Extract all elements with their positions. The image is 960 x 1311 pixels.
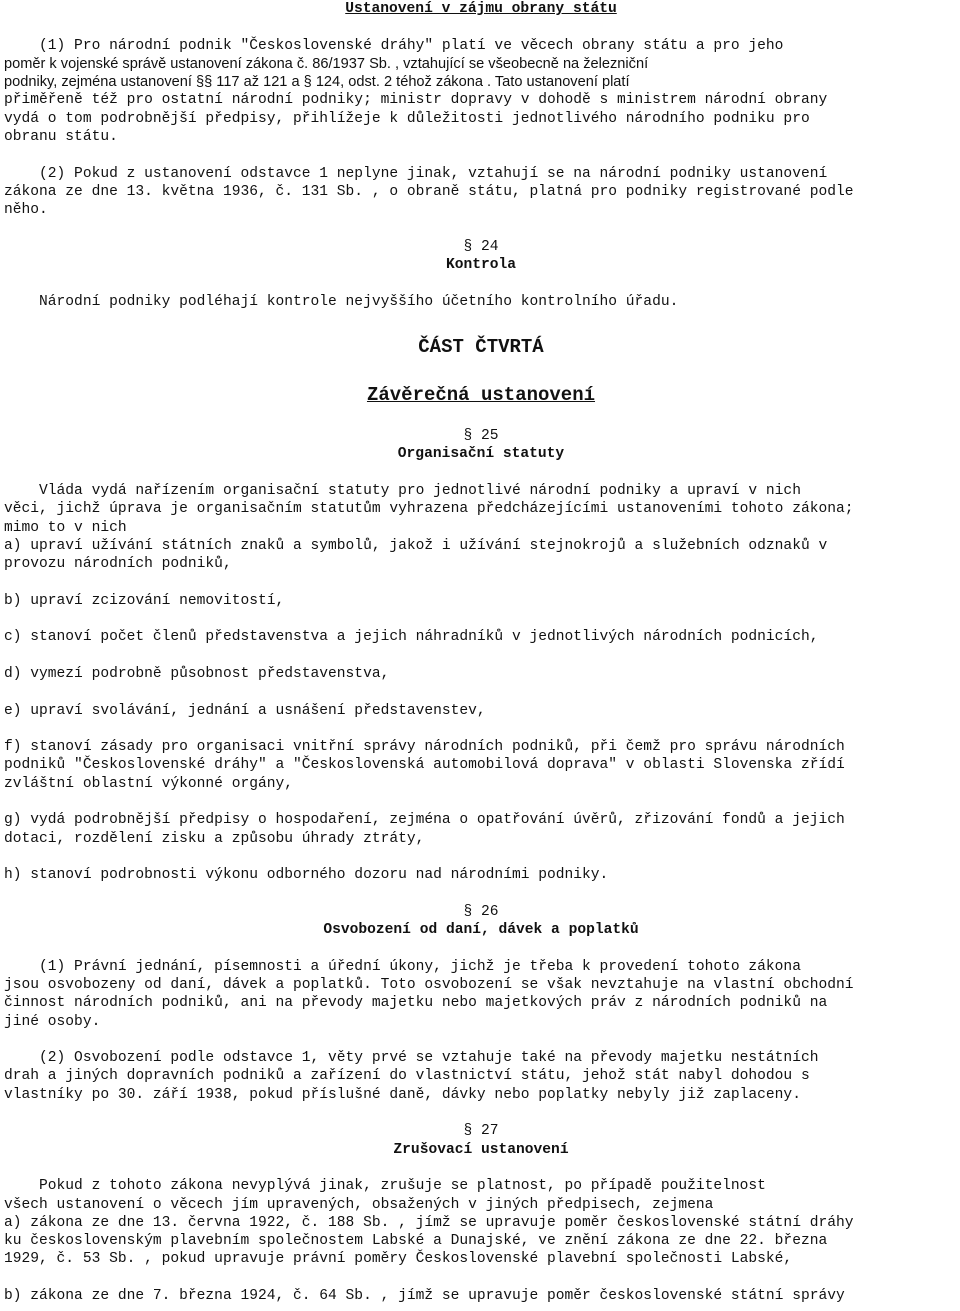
text-line: podniků "Československé dráhy" a "Československá automobilová doprava" v oblasti Slovenska zřídí (4, 757, 845, 774)
section-number: § 26 (463, 903, 499, 920)
text-line: všech ustanovení o věcech jím upravených, obsažených v jiných předpisech, zejmena (4, 1196, 714, 1213)
list-item-d: d) vymezí podrobně působnost představenstva, (4, 665, 390, 682)
list-item-f (4, 738, 958, 793)
list-item-a (4, 537, 958, 574)
text-line: 1929, č. 53 Sb. , pokud upravuje právní poměry Československé plavební společnosti Labské, (4, 1251, 793, 1268)
text-line: (1) Právní jednání, písemnosti a úřední úkony, jichž je třeba k provedení tohoto zákona (4, 958, 801, 975)
section-number: § 25 (463, 428, 499, 445)
part-title: ČÁST ČTVRTÁ (418, 336, 544, 359)
text-line: jiné osoby. (4, 1013, 101, 1030)
text-line: zákona ze dne 13. května 1936, č. 131 Sb. , o obraně státu, platná pro podniky registrované podle (4, 183, 854, 200)
paragraph-23-1 (4, 37, 958, 147)
section-number: § 27 (463, 1123, 499, 1140)
text-line: a) upraví užívání státních znaků a symbolů, jakož i užívání stejnokrojů a služebních odznaků v (4, 537, 828, 554)
text-line: (1) Pro národní podnik "Československé dráhy" platí ve věcech obrany státu a pro jeho (4, 37, 784, 54)
text-line: g) vydá podrobnější předpisy o hospodaření, zejména o opatřování úvěrů, zřizování fondů a jejich (4, 812, 845, 829)
text-line: ku československým plavebním společnostem Labské a Dunajské, ve znění zákona ze dne 22. března (4, 1233, 828, 1250)
paragraph-24: Národní podniky podléhají kontrole nejvyššího účetního kontrolního úřadu. (4, 293, 679, 310)
paragraph-23-2 (4, 165, 958, 220)
text-line: vlastníky po 30. září 1938, pokud příslušné daně, dávky nebo poplatky nebyly již zaplaceny. (4, 1086, 801, 1103)
text-line: podniky, zejména ustanovení §§ 117 až 121 a § 124, odst. 2 téhož zákona . Tato ustanovení platí (4, 74, 630, 91)
text-line: poměr k vojenské správě ustanovení zákona č. 86/1937 Sb. , vztahující se všeobecně na železniční (4, 55, 649, 72)
list-item-e: e) upraví svolávání, jednání a usnášení představenstev, (4, 702, 486, 719)
section-title: Organisační statuty (397, 446, 565, 463)
section-title: Osvobození od daní, dávek a poplatků (323, 922, 639, 939)
list-item-g (4, 811, 958, 848)
text-line: přiměřeně též pro ostatní národní podniky; ministr dopravy v dohodě s ministrem národní obrany (4, 92, 828, 109)
text-line: (2) Pokud z ustanovení odstavce 1 neplyne jinak, vztahují se na národní podniky ustanovení (4, 165, 828, 182)
text-line: drah a jiných dopravních podniků a zařízení do vlastnictví státu, jehož stát nabyl dohodou s (4, 1068, 810, 1085)
text-line: něho. (4, 202, 48, 219)
text-line: provozu národních podniků, (4, 556, 232, 573)
paragraph-27-intro (4, 1177, 958, 1214)
text-line: obranu státu. (4, 129, 118, 146)
text-line: dotaci, rozdělení zisku a způsobu úhrady ztráty, (4, 830, 425, 847)
part-subtitle: Závěrečná ustanovení (366, 384, 596, 407)
text-line: věci, jichž úprava je organisačním statutům vyhrazena předcházejícími ustanoveními tohoto zákona; (4, 501, 854, 518)
section-number: § 24 (463, 238, 499, 255)
text-line: (2) Osvobození podle odstavce 1, věty prvé se vztahuje také na převody majetku nestátních (4, 1050, 819, 1067)
paragraph-26-1 (4, 958, 958, 1031)
list-item-b: b) upraví zcizování nemovitostí, (4, 592, 285, 609)
section-heading-defense: Ustanovení v zájmu obrany státu (345, 1, 617, 17)
paragraph-25-intro (4, 482, 958, 537)
list-item-27-a (4, 1214, 958, 1269)
text-line: zvláštní oblastní výkonné orgány, (4, 775, 294, 792)
text-line: činnost národních podniků, ani na převody majetku nebo majetkových práv z národních podniků na (4, 995, 828, 1012)
list-item-h: h) stanoví podrobnosti výkonu odborného dozoru nad národními podniky. (4, 867, 609, 884)
list-item-c: c) stanoví počet členů představenstva a jejich náhradníků v jednotlivých národních podnicích, (4, 629, 819, 646)
section-title: Zrušovací ustanovení (393, 1141, 569, 1158)
text-line: a) zákona ze dne 13. června 1922, č. 188 Sb. , jímž se upravuje poměr československé státní dráhy (4, 1214, 854, 1231)
text-line: vydá o tom podrobnější předpisy, přihlížeje k důležitosti jednotlivého národního podniku pro (4, 110, 810, 127)
text-line: jsou osvobozeny od daní, dávek a poplatků. Toto osvobození se však nevztahuje na vlastní obchodní (4, 976, 854, 993)
text-line: Pokud z tohoto zákona nevyplývá jinak, zrušuje se platnost, po případě použitelnost (4, 1178, 766, 1195)
paragraph-26-2 (4, 1049, 958, 1104)
list-item-27-b: b) zákona ze dne 7. března 1924, č. 64 Sb. , jímž se upravuje poměr československé státní správy (4, 1288, 845, 1304)
document-page (4, 0, 958, 1305)
text-line: Vláda vydá nařízením organisační statuty pro jednotlivé národní podniky a upraví v nich (4, 482, 801, 499)
section-title: Kontrola (445, 257, 517, 274)
text-line: f) stanoví zásady pro organisaci vnitřní správy národních podniků, při čemž pro správu národních (4, 739, 845, 756)
text-line: mimo to v nich (4, 519, 127, 536)
